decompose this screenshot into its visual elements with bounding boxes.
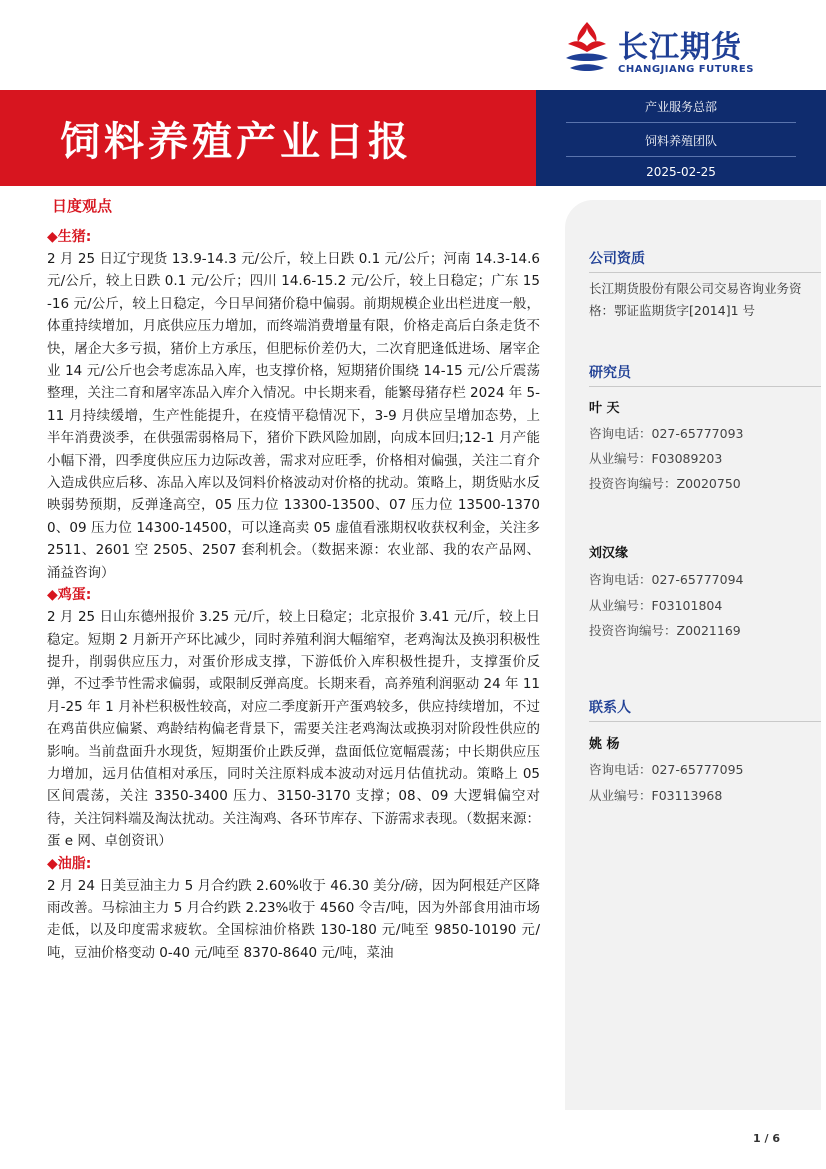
researcher-phone: 咨询电话：027-65777094 — [589, 572, 744, 587]
company-logo — [560, 18, 800, 80]
logo-name-en: CHANGJIANG FUTURES — [618, 64, 754, 75]
divider — [589, 386, 821, 387]
logo-emblem-icon — [560, 18, 614, 78]
page-number: 1 / 6 — [753, 1132, 780, 1145]
report-title: 饲料养殖产业日报 — [60, 119, 412, 165]
researcher-advisory: 投资咨询编号：Z0021169 — [589, 623, 741, 638]
department-label: 产业服务总部 — [644, 100, 717, 114]
researcher-license: 从业编号：F03101804 — [589, 598, 723, 613]
main-content — [47, 226, 540, 964]
divider — [589, 721, 821, 722]
sidebar — [565, 200, 821, 1110]
section-text: 2 月 25 日山东德州报价 3.25 元/斤，较上日稳定；北京报价 3.41 元/斤，较上日稳定。短期 2 月新开产环比减少，同时养殖利润大幅缩窄，老鸡淘汰及换羽积极性提升，削弱供应压力，对蛋价形成支撑，下游低价入库积极性提升，支撑蛋价反弹，不过季节性需求偏弱，或限制反弹高度。长期来看，高养殖利润驱动 24 年 11 月-25 年 1 月补栏积极性较高，对应二季度新开产蛋鸡较多，供应持续增加，不过在鸡苗供应偏紧、鸡龄结构偏老背景下，需要关注老鸡淘汰或换羽对阶段性供应的影响。当前盘面升水现货，短期蛋价止跌反弹，盘面低位宽幅震荡；中长期供应压力增加，远月估值相对承压，同时关注原料成本波动对远月估值扰动。策略上 05 区间震荡，关注 3350-3400 压力、3150-3170 支撑；08、09 大逻辑偏空对待，关注饲料端及淘汰扰动。关注淘鸡、各环节库存、下游需求表现。（数据来源：蛋 e 网、卓创资讯） — [47, 609, 540, 850]
header-info-panel — [536, 90, 826, 186]
researcher-name: 叶 天 — [589, 401, 620, 416]
report-date: 2025-02-25 — [646, 165, 716, 179]
contact-heading: 联系人 — [589, 700, 631, 716]
contact-phone: 咨询电话：027-65777095 — [589, 762, 744, 777]
qualification-text: 长江期货股份有限公司交易咨询业务资格：鄂证监期货字[2014]1 号 — [589, 281, 802, 318]
researcher-name: 刘汉缘 — [589, 546, 629, 561]
section-text: 2 月 24 日美豆油主力 5 月合约跌 2.60%收于 46.30 美分/磅，因为阿根廷产区降雨改善。马棕油主力 5 月合约跌 2.23%收于 4560 令吉/吨，因为外部食用油市场走低，以及印度需求疲软。全国棕油价格跌 130-180 元/吨至 9850-10190 元/吨，豆油价格变动 0-40 元/吨至 8370-8640 元/吨，菜油 — [47, 877, 540, 961]
section-heading: ◆油脂: — [47, 855, 92, 872]
title-banner — [0, 90, 536, 186]
section-hog — [47, 226, 540, 584]
researcher-phone: 咨询电话：027-65777093 — [589, 426, 744, 441]
divider — [566, 156, 796, 157]
contact-name: 姚 杨 — [589, 737, 620, 752]
section-heading: ◆生猪: — [47, 229, 92, 245]
researcher-advisory: 投资咨询编号：Z0020750 — [589, 476, 741, 491]
team-label: 饲料养殖团队 — [644, 134, 717, 148]
contact-license: 从业编号：F03113968 — [589, 788, 723, 803]
section-title: 日度观点 — [52, 197, 113, 215]
researcher-heading: 研究员 — [589, 365, 631, 381]
section-egg — [47, 584, 540, 852]
divider — [566, 122, 796, 123]
logo-name-cn: 长江期货 — [618, 30, 742, 65]
section-heading: ◆鸡蛋: — [47, 587, 92, 604]
researcher-license: 从业编号：F03089203 — [589, 451, 723, 466]
section-text: 2 月 25 日辽宁现货 13.9-14.3 元/公斤，较上日跌 0.1 元/公斤；河南 14.3-14.6 元/公斤，较上日跌 0.1 元/公斤；四川 14.6-15.2 元/公斤，较上日稳定；广东 15-16 元/公斤，较上日稳定，今日早间猪价稳中偏弱。前期规模企业出栏进度一般，体重持续增加，月底供应压力增加，而终端消费增量有限，价格走高后白条走货不快，屠企大多亏损，猪价上方承压，但肥标价差仍大，二次育肥逢低进场、屠宰企业 14 元/公斤也会考虑冻品入库，也支撑价格，短期猪价围绕 14-15 元/公斤震荡整理，关注二育和屠宰冻品入库介入情况。中长期来看，能繁母猪存栏 2024 年 5-11 月持续缓增，生产性能提升，在疫情平稳情况下，3-9 月供应呈增加态势，上半年消费淡季，在供强需弱格局下，猪价下跌风险加剧，向成本回归;12-1 月产能小幅下滑，四季度供应压力边际改善，需求对应旺季，价格相对偏强，关注二育介入造成供应后移、冻品入库以及饲料价格波动对价格的扰动。策略上，期货贴水反映弱势预期，反弹逢高空，05 压力位 13300-13500、07 压力位 13500-13700、09 压力位 14300-14500，可以逢高卖 05 虚值看涨期权收获权利金，关注多 2511、2601 空 2505、2507 套利机会。（数据来源：农业部、我的农产品网、涌益咨询） — [47, 251, 540, 581]
divider — [589, 272, 821, 273]
qualification-heading: 公司资质 — [589, 251, 645, 267]
section-oils — [47, 853, 540, 965]
